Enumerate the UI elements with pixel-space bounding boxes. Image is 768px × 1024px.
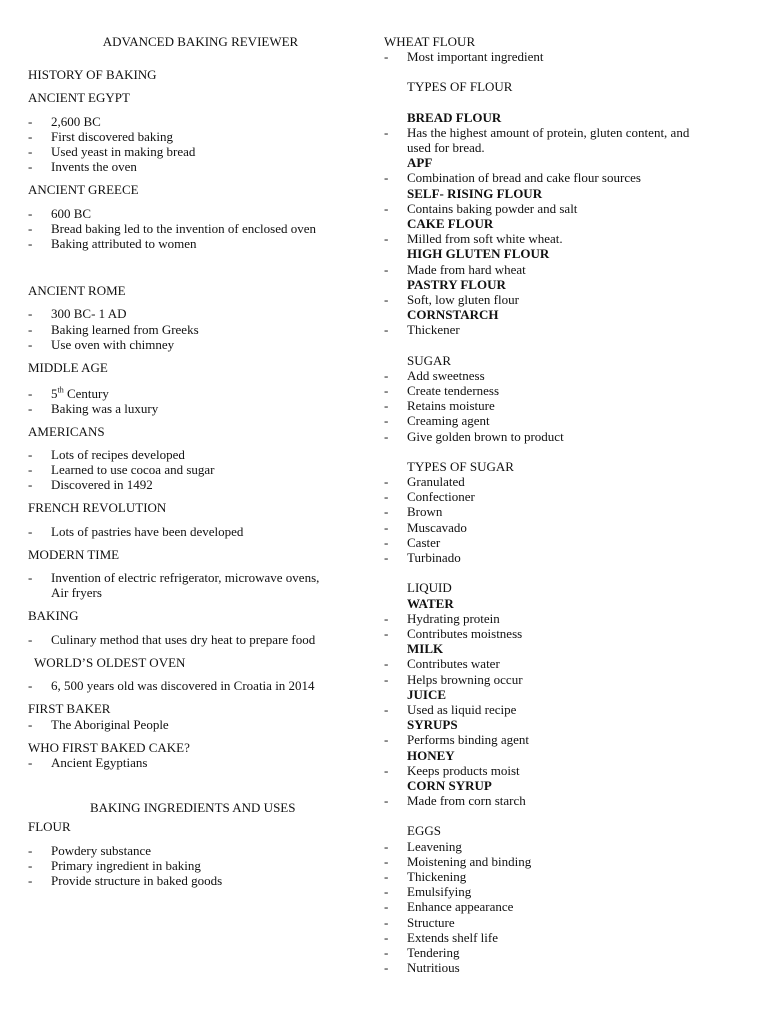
list-item-text-rest: Century (63, 386, 109, 402)
bullet-dash: - (28, 336, 33, 352)
list-item-text: Moistening and binding (407, 853, 532, 869)
subheading: CORN SYRUP (407, 777, 492, 793)
subheading: MILK (407, 641, 444, 657)
list-item (28, 221, 373, 236)
bullet-dash: - (28, 477, 33, 493)
list-item-text: Used yeast in making bread (51, 144, 196, 160)
bullet-dash: - (384, 383, 389, 399)
list-item-text: Hydrating protein (407, 610, 500, 626)
list-item (384, 474, 744, 489)
list-item-text: Keeps products moist (407, 762, 520, 778)
bullet-dash: - (384, 671, 389, 687)
spacer (28, 647, 373, 655)
bullet-dash: - (384, 49, 389, 65)
subheading: PASTRY FLOUR (407, 276, 506, 292)
bullet-dash: - (384, 625, 389, 641)
spacer (28, 417, 373, 424)
section-heading: ANCIENT EGYPT (28, 90, 130, 106)
subheading: SYRUPS (407, 717, 458, 733)
list-item-text: First discovered baking (51, 128, 174, 144)
list-item-text: Helps browning occur (407, 671, 523, 687)
spacer (28, 516, 373, 524)
bullet-dash: - (384, 367, 389, 383)
bullet-dash: - (384, 610, 389, 626)
list-item-text: Soft, low gluten flour (407, 292, 519, 308)
bullet-dash: - (384, 550, 389, 566)
spacer (384, 338, 744, 353)
bullet-dash: - (384, 534, 389, 550)
spacer (28, 49, 373, 67)
bullet-dash: - (28, 159, 33, 175)
list-item-text: The Aboriginal People (51, 716, 169, 732)
bullet-dash: - (28, 754, 33, 770)
section-heading: ANCIENT GREECE (28, 182, 139, 198)
list-item (384, 702, 744, 717)
section-heading: WORLD’S OLDEST OVEN (34, 654, 186, 670)
bullet-dash: - (384, 944, 389, 960)
bullet-dash: - (28, 306, 33, 322)
bullet-dash: - (28, 321, 33, 337)
list-item-text: Baking learned from Greeks (51, 321, 199, 337)
list-item-text: Thickener (407, 322, 460, 338)
bullet-dash: - (384, 231, 389, 247)
bullet-dash: - (28, 523, 33, 539)
section-heading: TYPES OF SUGAR (407, 458, 514, 474)
spacer (28, 298, 373, 306)
list-item-text: 600 BC (51, 205, 92, 221)
list-item (384, 611, 744, 626)
list-item (384, 793, 744, 808)
bullet-dash: - (384, 413, 389, 429)
bullet-dash: - (384, 884, 389, 900)
list-item (28, 632, 373, 647)
list-item (28, 129, 373, 144)
subheading: JUICE (407, 686, 447, 702)
bullet-dash: - (384, 732, 389, 748)
bullet-dash: - (384, 261, 389, 277)
bullet-dash: - (384, 170, 389, 186)
list-item-text: Emulsifying (407, 884, 472, 900)
list-item-text: Learned to use cocoa and sugar (51, 462, 215, 478)
list-item (28, 843, 373, 858)
list-item-text: Structure (407, 914, 455, 930)
bullet-dash: - (384, 762, 389, 778)
list-item-text: Thickening (407, 868, 467, 884)
list-item-text: Invention of electric refrigerator, microwave ovens, (51, 570, 320, 586)
list-item-text: 5 (51, 386, 58, 402)
right-column (384, 34, 744, 975)
spacer (28, 562, 373, 570)
spacer (28, 82, 373, 90)
section-heading: EGGS (407, 823, 441, 839)
list-item (384, 49, 744, 64)
list-item (384, 535, 744, 550)
bullet-dash: - (28, 401, 33, 417)
bullet-dash: - (384, 838, 389, 854)
section-heading: WHO FIRST BAKED CAKE? (28, 739, 190, 755)
bullet-dash: - (384, 428, 389, 444)
list-item-text: Most important ingredient (407, 49, 544, 65)
list-item-text: Tendering (407, 944, 460, 960)
bullet-dash: - (28, 236, 33, 252)
bullet-dash: - (28, 446, 33, 462)
bullet-dash: - (28, 716, 33, 732)
list-item-text: Baking was a luxury (51, 401, 159, 417)
list-item (28, 570, 373, 585)
spacer (384, 565, 744, 580)
superscript: th (57, 385, 64, 395)
bullet-dash: - (384, 292, 389, 308)
list-item (28, 717, 373, 732)
list-item-text: Has the highest amount of protein, gluten content, and (407, 124, 690, 140)
list-item-text: Discovered in 1492 (51, 477, 153, 493)
list-item-text: Nutritious (407, 960, 460, 976)
list-item (384, 292, 744, 307)
list-item-text: Primary ingredient in baking (51, 857, 201, 873)
list-item (384, 125, 744, 140)
list-item-text: Confectioner (407, 489, 475, 505)
bullet-dash: - (384, 124, 389, 140)
list-item (384, 398, 744, 413)
list-item (28, 873, 373, 888)
bullet-dash: - (384, 793, 389, 809)
section-heading: LIQUID (407, 580, 452, 596)
subheading: CORNSTARCH (407, 307, 499, 323)
section-heading: FRENCH REVOLUTION (28, 500, 167, 516)
list-item (28, 337, 373, 352)
section-heading: ANCIENT ROME (28, 283, 126, 299)
section-heading: MIDDLE AGE (28, 360, 108, 376)
bullet-dash: - (384, 474, 389, 490)
spacer (28, 693, 373, 701)
list-item (28, 401, 373, 416)
bullet-dash: - (28, 386, 33, 402)
list-item (28, 306, 373, 321)
list-item-text: Extends shelf life (407, 929, 498, 945)
list-item (384, 884, 744, 899)
list-item (384, 429, 744, 444)
list-item (28, 144, 373, 159)
list-item-text: Performs binding agent (407, 732, 530, 748)
section-heading: WHEAT FLOUR (384, 34, 476, 49)
section-heading: FLOUR (28, 819, 71, 835)
subheading: APF (407, 155, 433, 171)
spacer (28, 352, 373, 360)
list-item (384, 262, 744, 277)
list-item-text: Muscavado (407, 519, 467, 535)
section-heading: MODERN TIME (28, 546, 120, 562)
list-item (384, 854, 744, 869)
spacer (28, 732, 373, 740)
spacer (28, 106, 373, 114)
list-item (384, 368, 744, 383)
bullet-dash: - (384, 701, 389, 717)
list-item (384, 231, 744, 246)
list-item (384, 383, 744, 398)
spacer (28, 375, 373, 386)
spacer (28, 670, 373, 678)
list-item-text: Give golden brown to product (407, 428, 564, 444)
bullet-dash: - (384, 899, 389, 915)
list-item-text: Bread baking led to the invention of enclosed oven (51, 220, 316, 236)
list-item (28, 236, 373, 251)
spacer (384, 95, 744, 110)
list-item-text: 300 BC- 1 AD (51, 306, 127, 322)
spacer (28, 539, 373, 547)
bullet-dash: - (28, 678, 33, 694)
section-heading: TYPES OF FLOUR (407, 79, 513, 95)
spacer (28, 174, 373, 182)
list-item (384, 763, 744, 778)
bullet-dash: - (28, 113, 33, 129)
list-item (384, 550, 744, 565)
list-item-text: Use oven with chimney (51, 336, 175, 352)
spacer (384, 444, 744, 459)
subheading: SELF- RISING FLOUR (407, 185, 543, 201)
section-heading: BAKING (28, 608, 79, 624)
subheading: HONEY (407, 747, 455, 763)
list-item-text: Contains baking powder and salt (407, 200, 578, 216)
list-item-text: Leavening (407, 838, 462, 854)
list-item (28, 477, 373, 492)
bullet-dash: - (28, 462, 33, 478)
list-item-text: Invents the oven (51, 159, 137, 175)
list-item-text: 6, 500 years old was discovered in Croatia in 2014 (51, 678, 315, 694)
bullet-dash: - (28, 857, 33, 873)
list-item-text: Powdery substance (51, 842, 152, 858)
bullet-dash: - (28, 205, 33, 221)
bullet-dash: - (28, 220, 33, 236)
list-item (384, 504, 744, 519)
section-heading: BAKING INGREDIENTS AND USES (90, 800, 296, 816)
spacer (384, 808, 744, 823)
section-heading: AMERICANS (28, 423, 105, 439)
document-title: ADVANCED BAKING REVIEWER (102, 34, 299, 49)
bullet-dash: - (384, 929, 389, 945)
bullet-dash: - (384, 960, 389, 976)
subheading: CAKE FLOUR (407, 216, 494, 232)
bullet-dash: - (384, 322, 389, 338)
list-item (384, 656, 744, 671)
section-heading: FIRST BAKER (28, 701, 111, 717)
subheading: HIGH GLUTEN FLOUR (407, 246, 550, 262)
bullet-dash: - (28, 570, 33, 586)
subheading: WATER (407, 595, 454, 611)
list-item-text: Made from corn starch (407, 793, 526, 809)
list-item (384, 945, 744, 960)
list-item (28, 678, 373, 693)
spacer (384, 64, 744, 79)
list-item (28, 858, 373, 873)
list-item (28, 386, 373, 401)
list-item-text: 2,600 BC (51, 113, 101, 129)
list-item (28, 524, 373, 539)
section-heading: SUGAR (407, 352, 452, 368)
list-item (28, 462, 373, 477)
list-item (384, 489, 744, 504)
list-item (384, 915, 744, 930)
list-item-text: Contributes water (407, 656, 500, 672)
spacer (28, 600, 373, 608)
bullet-dash: - (384, 398, 389, 414)
list-item-text: Provide structure in baked goods (51, 872, 223, 888)
bullet-dash: - (384, 868, 389, 884)
list-item-text: Contributes moistness (407, 625, 523, 641)
list-item (384, 930, 744, 945)
list-item-text: Caster (407, 534, 441, 550)
spacer (28, 835, 373, 843)
list-item-text: Culinary method that uses dry heat to prepare food (51, 631, 316, 647)
bullet-dash: - (384, 489, 389, 505)
list-item-continuation: Air fryers (51, 585, 102, 601)
list-item (28, 322, 373, 337)
list-item (384, 899, 744, 914)
list-item (384, 170, 744, 185)
section-heading: HISTORY OF BAKING (28, 67, 157, 83)
list-item (28, 206, 373, 221)
list-item-continuation: used for bread. (407, 140, 485, 156)
list-item (28, 755, 373, 770)
list-item-text: Baking attributed to women (51, 236, 197, 252)
bullet-dash: - (384, 914, 389, 930)
bullet-dash: - (384, 200, 389, 216)
list-item (384, 732, 744, 747)
list-item (384, 626, 744, 641)
list-item-text: Retains moisture (407, 398, 495, 414)
list-item-text: Combination of bread and cake flour sources (407, 170, 641, 186)
list-item-text: Milled from soft white wheat. (407, 231, 563, 247)
list-item-text: Create tenderness (407, 383, 500, 399)
bullet-dash: - (384, 853, 389, 869)
list-item (28, 447, 373, 462)
bullet-dash: - (384, 656, 389, 672)
list-item (28, 159, 373, 174)
spacer (28, 624, 373, 632)
left-column (28, 34, 373, 888)
list-item-text: Lots of recipes developed (51, 446, 185, 462)
list-item-text: Made from hard wheat (407, 261, 526, 277)
list-item-text: Lots of pastries have been developed (51, 523, 244, 539)
spacer (28, 492, 373, 500)
bullet-dash: - (28, 128, 33, 144)
list-item (384, 839, 744, 854)
subheading: BREAD FLOUR (407, 109, 502, 125)
list-item-text: Creaming agent (407, 413, 490, 429)
list-item-text: Used as liquid recipe (407, 701, 517, 717)
spacer (28, 198, 373, 206)
list-item-text: Ancient Egyptians (51, 754, 148, 770)
bullet-dash: - (28, 144, 33, 160)
list-item-text: Turbinado (407, 550, 461, 566)
bullet-dash: - (384, 504, 389, 520)
list-item (384, 960, 744, 975)
bullet-dash: - (384, 519, 389, 535)
list-item (384, 672, 744, 687)
spacer (28, 770, 373, 800)
list-item-text: Granulated (407, 474, 465, 490)
list-item (384, 413, 744, 428)
list-item-text: Brown (407, 504, 443, 520)
list-item (384, 520, 744, 535)
list-item (384, 201, 744, 216)
list-item-text: Enhance appearance (407, 899, 514, 915)
list-item-text: Add sweetness (407, 367, 485, 383)
list-item (384, 322, 744, 337)
spacer (28, 251, 373, 283)
list-item (384, 869, 744, 884)
spacer (28, 439, 373, 447)
bullet-dash: - (28, 872, 33, 888)
bullet-dash: - (28, 631, 33, 647)
list-item (28, 114, 373, 129)
bullet-dash: - (28, 842, 33, 858)
